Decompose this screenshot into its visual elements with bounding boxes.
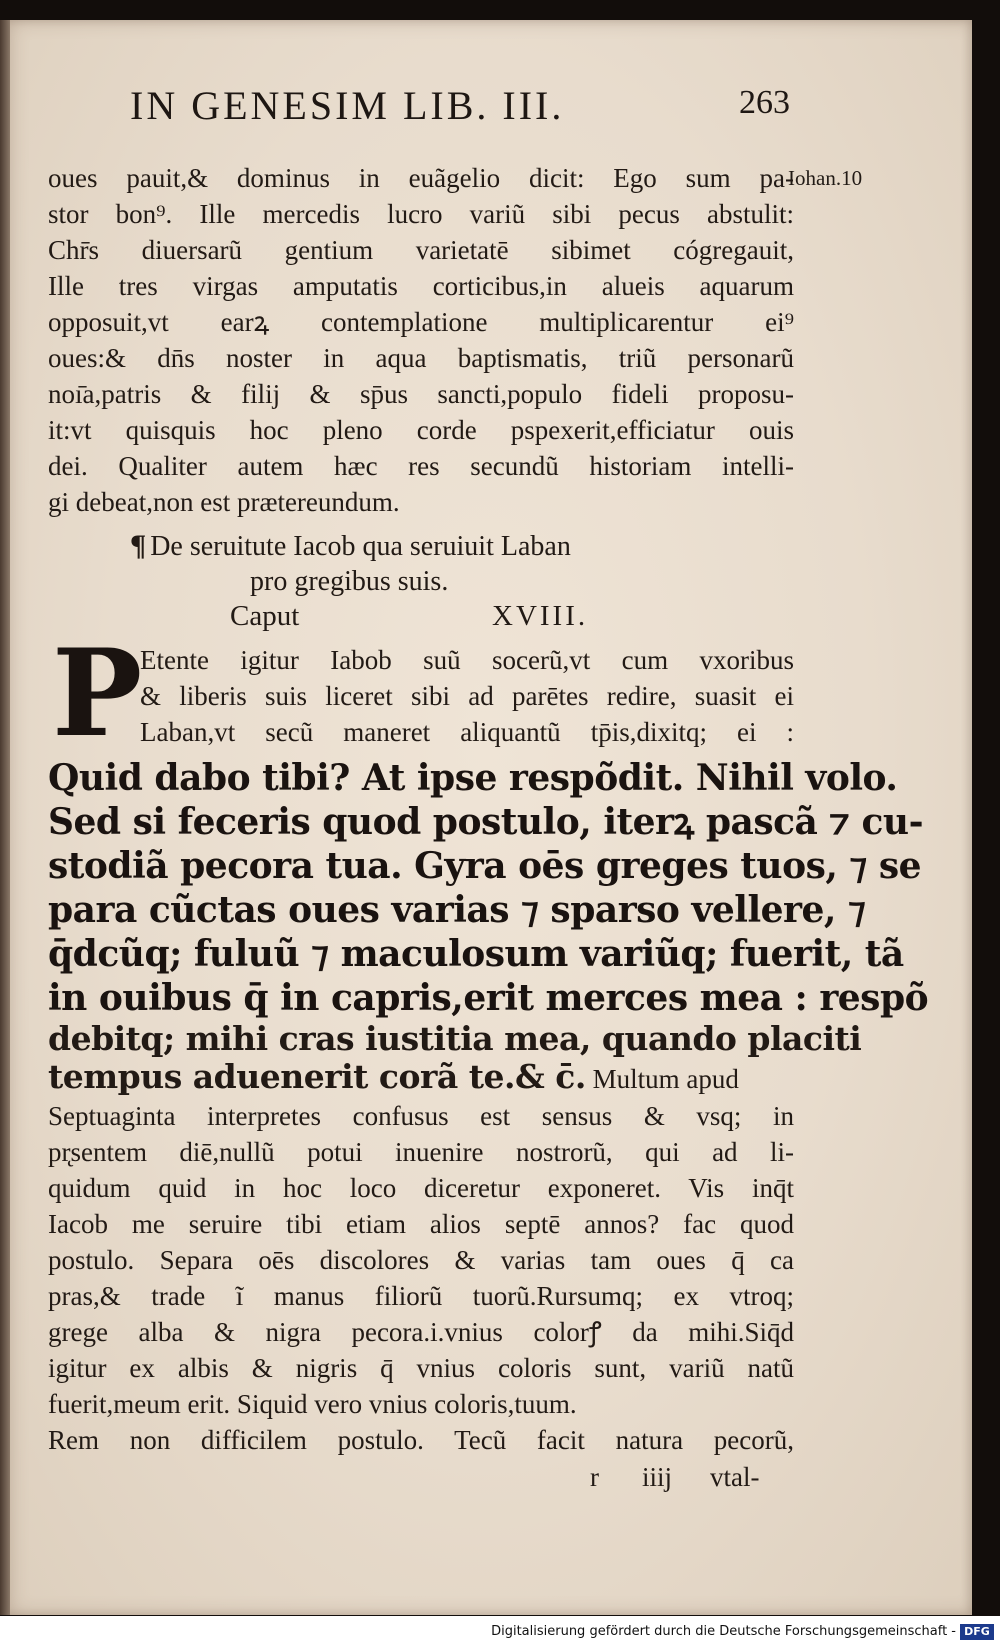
text-line: Chr̄s diuersarũ gentium varietatē sibimet cógregauit, <box>48 235 794 265</box>
text-line: noı̄a,patris & filij & sp̄us sancti,populo fideli proposu- <box>48 379 794 409</box>
text-line: oues pauit,& dominus in euãgelio dicit: Ego sum pa- <box>48 163 794 193</box>
drop-cap-initial: P <box>52 623 143 764</box>
running-head-title: IN GENESIM LIB. III. <box>130 83 565 128</box>
text-line: postulo. Separa oēs discolores & varias tam oues q̄ ca <box>48 1245 794 1275</box>
text-block-3 <box>48 1098 794 1458</box>
text-line: pras,& trade ĩ manus filiorũ tuorũ.Rursumq; ex vtroq; <box>48 1281 794 1311</box>
folio-mark: iiij <box>642 1462 673 1492</box>
blackletter-line: q̄dcũq; fuluũ ⁊ maculosum variũq; fuerit, tã <box>48 933 904 975</box>
mixed-line <box>48 1058 794 1096</box>
pilcrow-icon: ¶ <box>130 529 147 562</box>
text-line: Etente igitur Iabob suũ socerũ,vt cum vxoribus <box>140 645 794 675</box>
signature-mark: r <box>590 1462 599 1492</box>
text-line: igitur ex albis & nigris q̄ vnius coloris sunt, variũ natũ <box>48 1353 794 1383</box>
text-line: Rem non difficilem postulo. Tecũ facit natura pecorũ, <box>48 1425 794 1455</box>
running-head <box>130 82 790 142</box>
page-gutter <box>0 20 10 1615</box>
roman-run: Multum apud <box>585 1064 739 1094</box>
page-number: 263 <box>739 84 790 121</box>
dfg-logo: DFG <box>960 1624 994 1640</box>
text-line: quidum quid in hoc loco diceretur exponeret. Vis inq̄t <box>48 1173 794 1203</box>
blackletter-run: debitq; mihi cras iustitia mea, quando placiti <box>48 1019 862 1058</box>
heading-line-2: pro gregibus suis. <box>250 566 449 597</box>
text-block-2 <box>140 642 794 750</box>
caput-numeral: XVIII. <box>492 600 589 632</box>
margin-note: Iohan.10 <box>788 166 863 190</box>
chapter-heading <box>130 528 690 600</box>
blackletter-line: Sed si feceris quod postulo, iterꝝ pascã ⁊ cu- <box>48 801 924 843</box>
heading-line-1 <box>130 528 690 564</box>
text-line: fuerit,meum erit. Siquid vero vnius coloris,tuum. <box>48 1389 577 1419</box>
text-line: Iacob me seruire tibi etiam alios septē annos? fac quod <box>48 1209 794 1239</box>
catchword: vtal- <box>710 1462 760 1492</box>
blackletter-run: tempus aduenerit corã te.& c̄. <box>48 1057 586 1096</box>
text-line: & liberis suis liceret sibi ad parētes redire, suasit ei <box>140 681 794 711</box>
signature-line <box>590 1462 790 1498</box>
mixed-line <box>48 1019 862 1058</box>
text-line: Ille tres virgas amputatis corticibus,in alueis aquarum <box>48 271 794 301</box>
text-line: gi debeat,non est prætereundum. <box>48 487 400 517</box>
blackletter-line: in ouibus q̄ in capris,erit merces mea : respõ <box>48 977 929 1019</box>
blackletter-line: stodiã pecora tua. Gyra oēs greges tuos, ⁊ se <box>48 845 922 887</box>
blackletter-quotation <box>48 756 929 1020</box>
text-line: grege alba & nigra pecora.i.vnius colorꝭ da mihi.Siq̄d <box>48 1317 794 1347</box>
text-line: pr̨sentem diē,nullũ potui inuenire nostrorũ, qui ad li- <box>48 1137 794 1167</box>
text-line: it:vt quisquis hoc pleno corde pspexerit,efficiatur ouis <box>48 415 794 445</box>
text-line: opposuit,vt earꝝ contemplatione multiplicarentur ei⁹ <box>48 307 794 337</box>
text-line: oues:& dn̄s noster in aqua baptismatis, triũ personarũ <box>48 343 794 373</box>
text-line: Laban,vt secũ maneret aliquantũ tp̄is,dixitq; ei : <box>140 717 794 747</box>
text-line: dei. Qualiter autem hæc res secundũ historiam intelli- <box>48 451 794 481</box>
heading-text-1: De seruitute Iacob qua seruiuit Laban <box>150 531 571 562</box>
blackletter-line: para cũctas oues varias ⁊ sparso vellere, ⁊ <box>48 889 866 931</box>
mixed-type-lines <box>48 1019 862 1096</box>
chapter-number <box>230 600 630 640</box>
text-line: stor bon⁹. Ille mercedis lucro variũ sibi pecus abstulit: <box>48 199 794 229</box>
text-line: Septuaginta interpretes confusus est sensus & vsq; in <box>48 1101 794 1131</box>
caput-word: Caput <box>230 600 300 632</box>
funding-credit: Digitalisierung gefördert durch die Deutsche Forschungsgemeinschaft - <box>491 1624 956 1639</box>
text-block-1 <box>48 160 794 520</box>
digitization-footer <box>0 1616 1000 1648</box>
blackletter-line: Quid dabo tibi? At ipse respõdit. Nihil volo. <box>48 757 898 799</box>
